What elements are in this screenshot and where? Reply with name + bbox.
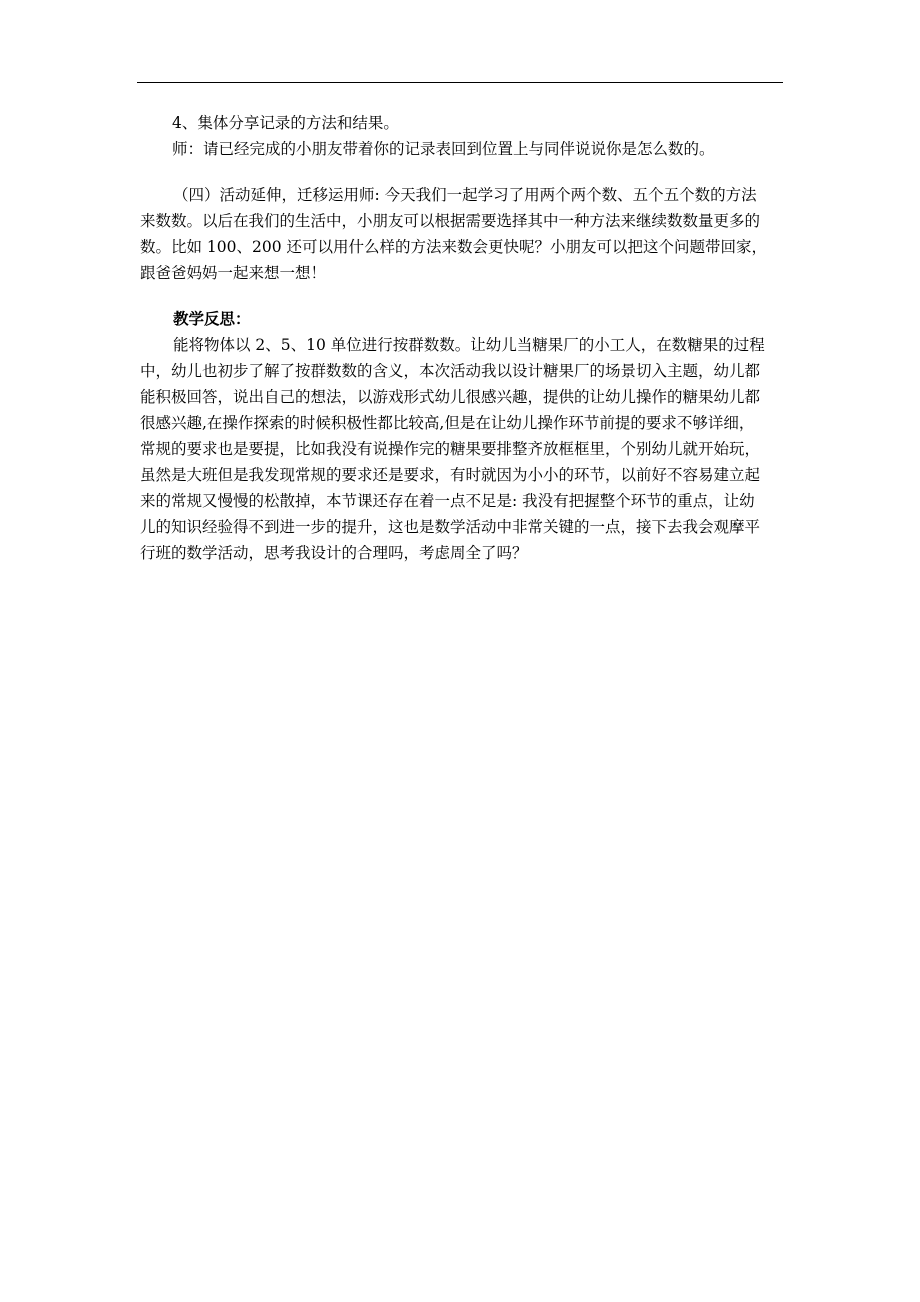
step-4-heading: 4、集体分享记录的方法和结果。	[172, 114, 399, 132]
header-rule	[137, 82, 783, 83]
extension-paragraph	[140, 182, 782, 286]
reflection-line: 行班的数学活动，思考我设计的合理吗，考虑周全了吗？	[140, 544, 528, 562]
extension-line: 跟爸爸妈妈一起来想一想！	[140, 264, 327, 282]
reflection-line: 能积极回答，说出自己的想法，以游戏形式幼儿很感兴趣，提供的让幼儿操作的糖果幼儿都	[140, 388, 761, 406]
reflection-title: 教学反思：	[173, 309, 251, 328]
reflection-line: 很感兴趣,在操作探索的时候积极性都比较高,但是在让幼儿操作环节前提的要求不够详细，	[140, 414, 755, 432]
reflection-line: 能将物体以 2、5、10 单位进行按群数数。让幼儿当糖果厂的小工人，在数糖果的过程	[173, 336, 765, 354]
document-body	[140, 110, 782, 566]
reflection-line: 常规的要求也是要提，比如我没有说操作完的糖果要排整齐放框框里，个别幼儿就开始玩，	[140, 440, 761, 458]
extension-line: 数。比如 100、200 还可以用什么样的方法来数会更快呢？小朋友可以把这个问题带回家，	[140, 238, 768, 256]
extension-line: （四）活动延伸，迁移运用师: 今天我们一起学习了用两个两个数、五个五个数的方法	[173, 186, 757, 204]
reflection-line: 虽然是大班但是我发现常规的要求还是要求，有时就因为小小的环节，以前好不容易建立起	[140, 466, 761, 484]
reflection-line: 来的常规又慢慢的松散掉，本节课还存在着一点不足是: 我没有把握整个环节的重点，让幼	[140, 492, 755, 510]
reflection-line: 中，幼儿也初步了解了按群数数的含义，本次活动我以设计糖果厂的场景切入主题，幼儿都	[140, 362, 761, 380]
reflection-line: 儿的知识经验得不到进一步的提升，这也是数学活动中非常关键的一点，接下去我会观摩平	[140, 518, 761, 536]
paragraph-gap	[140, 162, 782, 182]
reflection-paragraph	[140, 332, 782, 566]
step-4-teacher-line: 师：请已经完成的小朋友带着你的记录表回到位置上与同伴说说你是怎么数的。	[172, 140, 715, 158]
extension-line: 来数数。以后在我们的生活中，小朋友可以根据需要选择其中一种方法来继续数数量更多的	[140, 212, 761, 230]
paragraph-gap	[140, 286, 782, 306]
